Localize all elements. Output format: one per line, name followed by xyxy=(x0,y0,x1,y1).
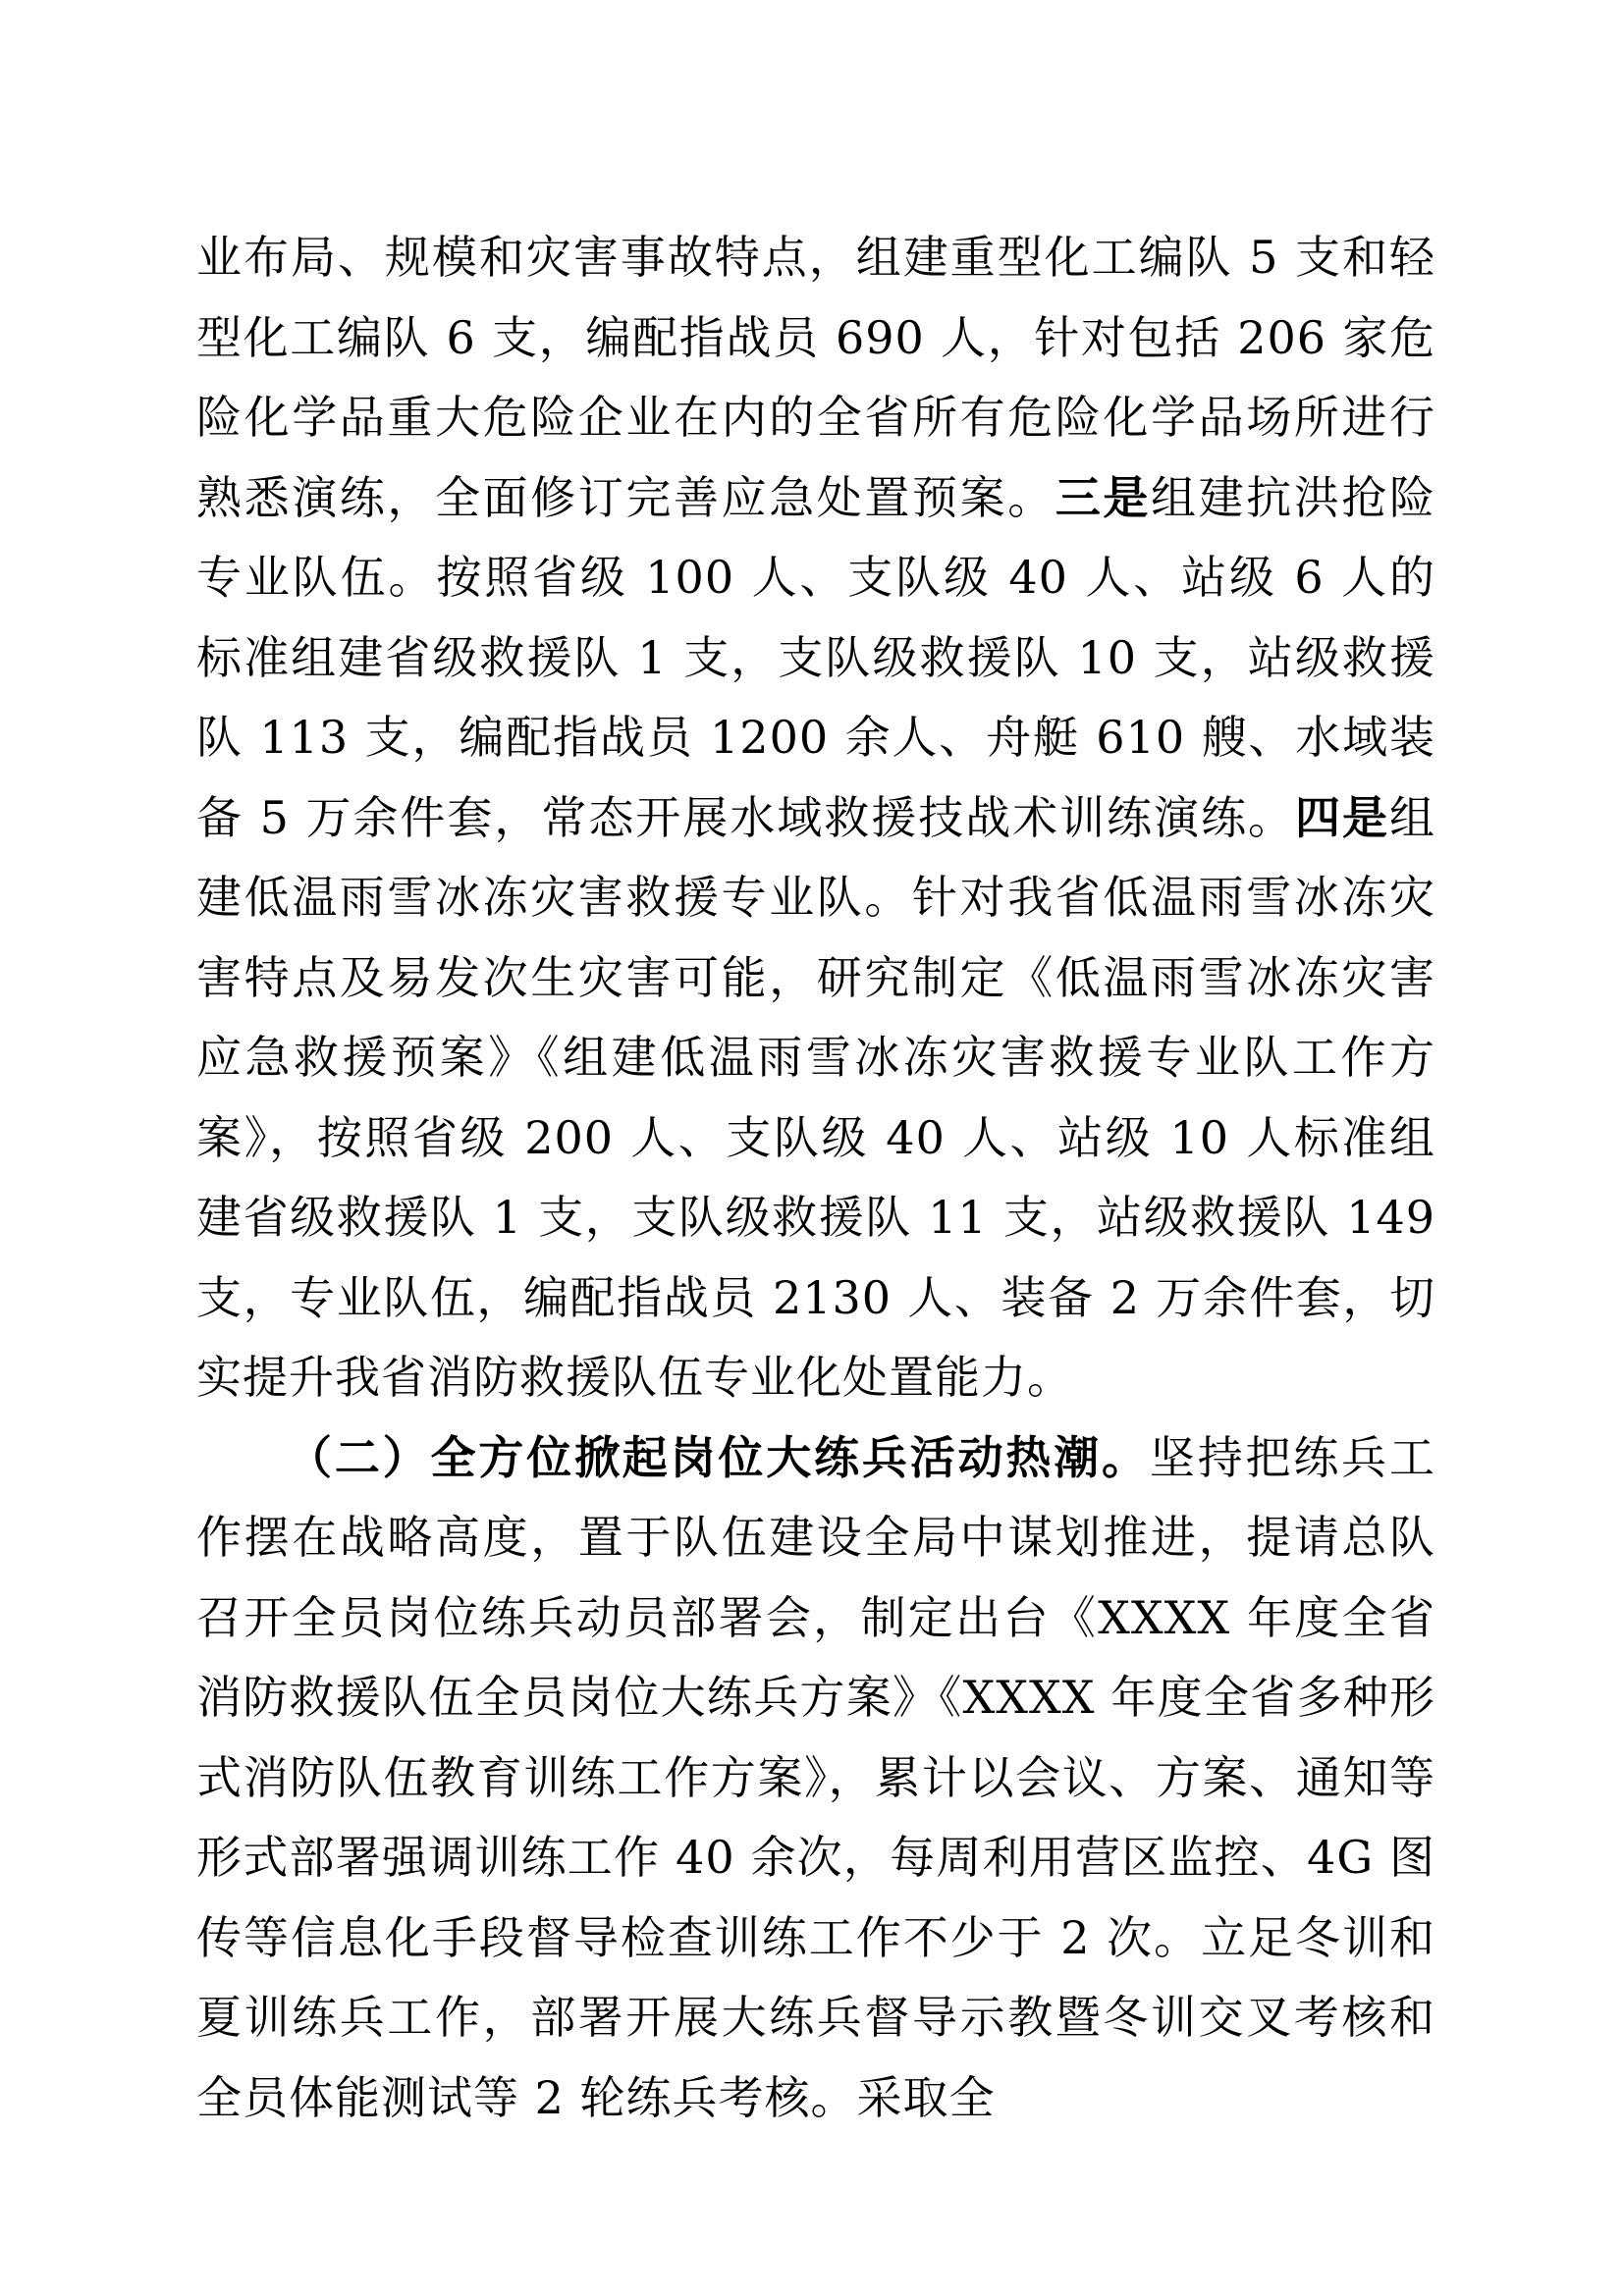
paragraph-1-bold-sanshi: 三是 xyxy=(1055,470,1152,524)
paragraph-1-text-3: 组建低温雨雪冰冻灾害救援专业队。针对我省低温雨雪冰冻灾害特点及易发次生灾害可能，研究制定《低温雨雪冰冻灾害应急救援预案》《组建低温雨雪冰冻灾害救援专业队工作方案》，按照省级 200 人、支队级 40 人、站级 10 人标准组建省级救援队 1 支，支队级救援队 11 支，站级救援队 149 支，专业队伍，编配指战员 2130 人、装备 2 万余件套，切实提升我省消防救援队伍专业化处置能力。 xyxy=(196,790,1436,1404)
section-heading-2: （二）全方位掀起岗位大练兵活动热潮。 xyxy=(287,1430,1150,1484)
paragraph-2-text: 坚持把练兵工作摆在战略高度，置于队伍建设全局中谋划推进，提请总队召开全员岗位练兵动员部署会，制定出台《XXXX 年度全省消防救援队伍全员岗位大练兵方案》《XXXX 年度全省多种形式消防队伍教育训练工作方案》，累计以会议、方案、通知等形式部署强调训练工作 40 余次，每周利用营区监控、4G 图传等信息化手段督导检查训练工作不少于 2 次。立足冬训和夏训练兵工作，部署开展大练兵督导示教暨冬训交叉考核和全员体能测试等 2 轮练兵考核。采取全 xyxy=(196,1430,1436,2124)
paragraph-1-bold-sishi: 四是 xyxy=(1295,790,1390,844)
paragraph-1-text-2: 组建抗洪抢险专业队伍。按照省级 100 人、支队级 40 人、站级 6 人的标准组建省级救援队 1 支，支队级救援队 10 支，站级救援队 113 支，编配指战员 1200 余人、舟艇 610 艘、水域装备 5 万余件套，常态开展水域救援技战术训练演练。 xyxy=(196,470,1436,844)
paragraph-2 xyxy=(196,1418,1435,2139)
document-body xyxy=(196,218,1435,2138)
paragraph-1 xyxy=(196,218,1435,1418)
paragraph-1-text-1: 业布局、规模和灾害事故特点，组建重型化工编队 5 支和轻型化工编队 6 支，编配指战员 690 人，针对包括 206 家危险化学品重大危险企业在内的全省所有危险化学品场所进行熟悉演练，全面修订完善应急处置预案。 xyxy=(196,231,1435,524)
